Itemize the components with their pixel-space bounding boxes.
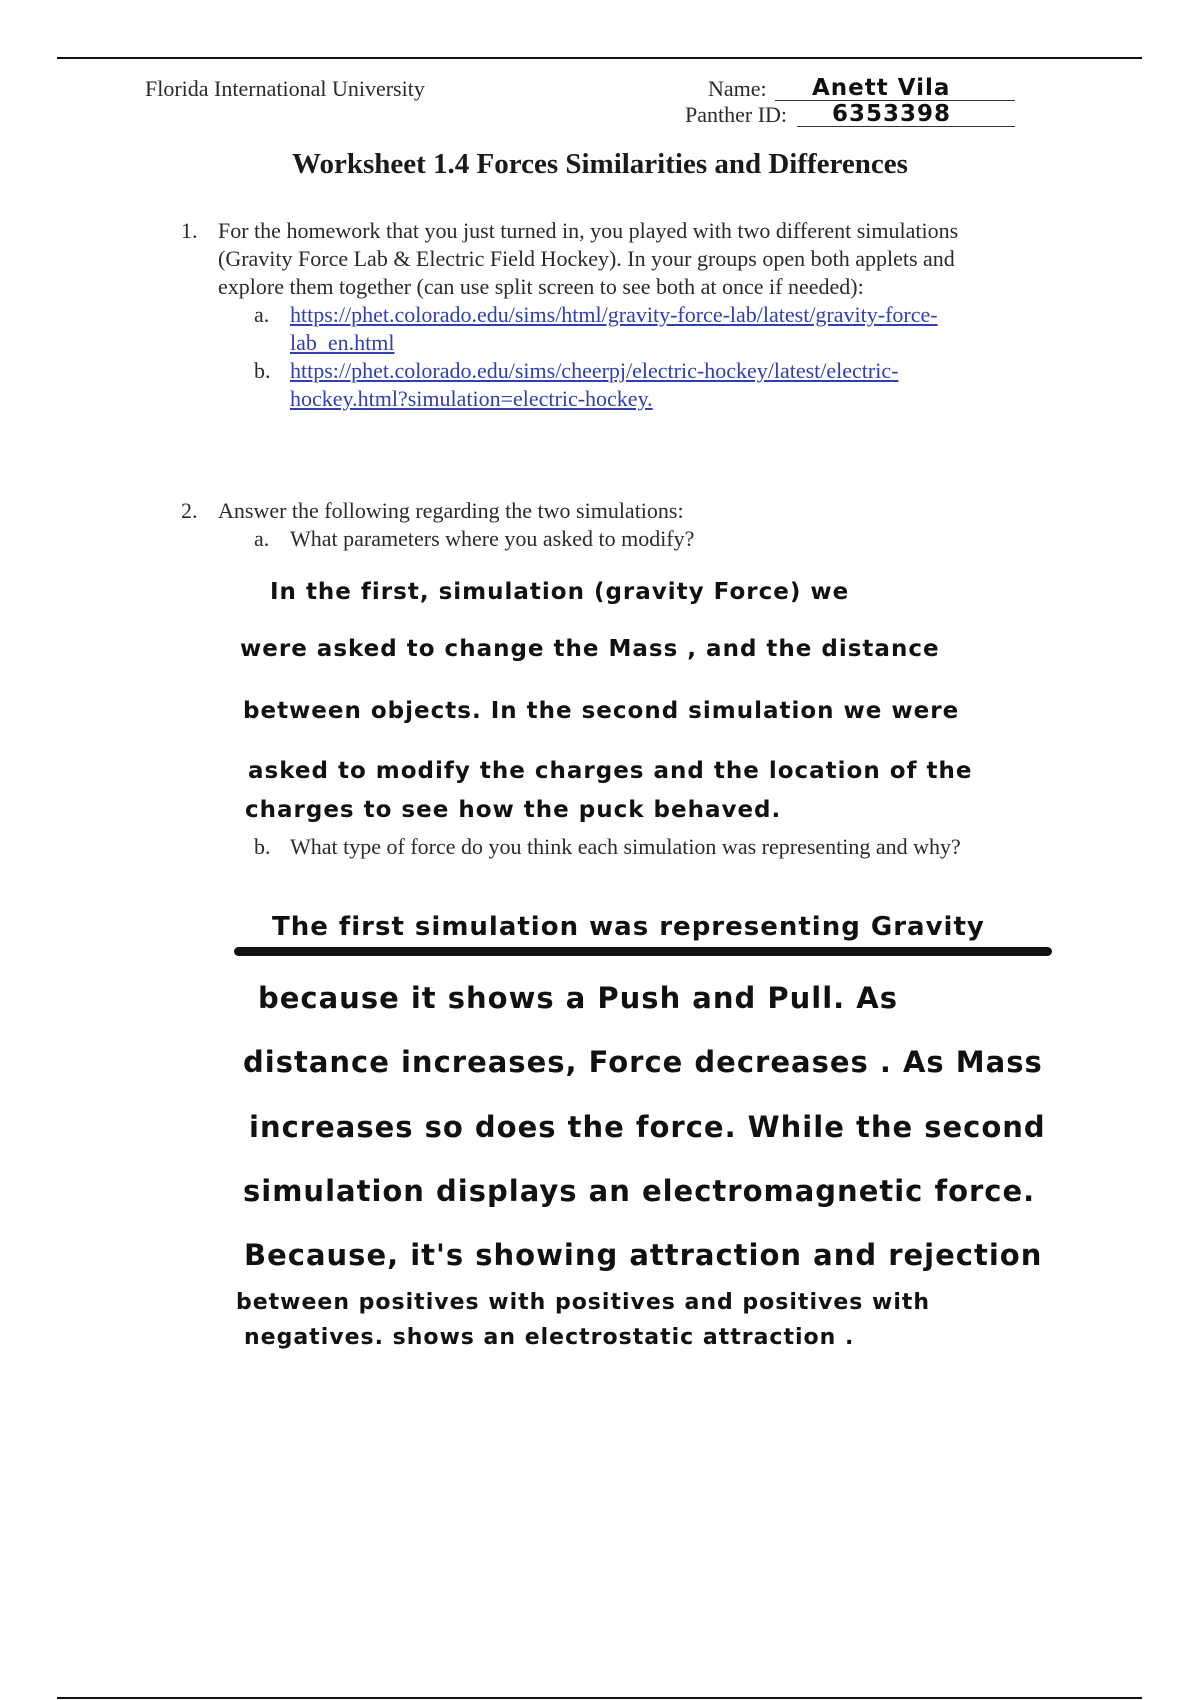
answer-b-line-3: distance increases, Force decreases . As Mass bbox=[243, 1045, 1043, 1079]
q2-intro: Answer the following regarding the two simulations: bbox=[218, 498, 684, 523]
answer-b-line-7: between positives with positives and positives with bbox=[236, 1290, 931, 1315]
answer-b-line-4: increases so does the force. While the second bbox=[249, 1110, 1046, 1144]
q1-a-label: a. bbox=[254, 302, 270, 327]
q2-a-question: What parameters where you asked to modify? bbox=[290, 526, 695, 551]
bottom-rule bbox=[57, 1697, 1142, 1699]
electric-hockey-link-cont[interactable]: hockey.html?simulation=electric-hockey. bbox=[290, 386, 653, 411]
q1-line-1: For the homework that you just turned in, you played with two different simulations bbox=[218, 218, 959, 243]
answer-b-line-8: negatives. shows an electrostatic attraction . bbox=[244, 1325, 855, 1350]
name-value[interactable]: Anett Vila bbox=[812, 75, 951, 101]
answer-b-line-6: Because, it's showing attraction and rejection bbox=[244, 1238, 1043, 1272]
answer-a-line-5: charges to see how the puck behaved. bbox=[245, 797, 782, 823]
answer-a-line-3: between objects. In the second simulation we were bbox=[243, 698, 960, 724]
answer-underline-bar bbox=[234, 947, 1052, 956]
answer-a-line-1: In the first, simulation (gravity Force) we bbox=[270, 579, 850, 605]
q1-number: 1. bbox=[181, 218, 198, 243]
answer-b-line-5: simulation displays an electromagnetic force. bbox=[243, 1174, 1036, 1208]
q2-number: 2. bbox=[181, 498, 198, 523]
gravity-force-lab-link[interactable]: https://phet.colorado.edu/sims/html/gravity-force-lab/latest/gravity-force- bbox=[290, 302, 938, 327]
answer-b-line-2: because it shows a Push and Pull. As bbox=[258, 981, 898, 1015]
q2-a-label: a. bbox=[254, 526, 270, 551]
q2-b-label: b. bbox=[254, 834, 271, 859]
answer-a-line-4: asked to modify the charges and the location of the bbox=[248, 758, 973, 784]
top-rule bbox=[57, 57, 1142, 59]
answer-a-line-2: were asked to change the Mass , and the distance bbox=[240, 636, 940, 662]
panther-id-label: Panther ID: bbox=[685, 102, 788, 127]
university-name: Florida International University bbox=[145, 76, 425, 101]
q1-b-label: b. bbox=[254, 358, 271, 383]
electric-hockey-link[interactable]: https://phet.colorado.edu/sims/cheerpj/electric-hockey/latest/electric- bbox=[290, 358, 899, 383]
answer-b-line-1: The first simulation was representing Gravity bbox=[272, 912, 985, 942]
q2-b-question: What type of force do you think each simulation was representing and why? bbox=[290, 834, 961, 859]
q1-line-2: (Gravity Force Lab & Electric Field Hockey). In your groups open both applets and bbox=[218, 246, 955, 271]
panther-id-value[interactable]: 6353398 bbox=[832, 101, 952, 127]
gravity-force-lab-link-cont[interactable]: lab_en.html bbox=[290, 330, 395, 355]
name-label: Name: bbox=[708, 76, 767, 101]
page-title: Worksheet 1.4 Forces Similarities and Differences bbox=[292, 148, 908, 180]
q1-line-3: explore them together (can use split screen to see both at once if needed): bbox=[218, 274, 864, 299]
